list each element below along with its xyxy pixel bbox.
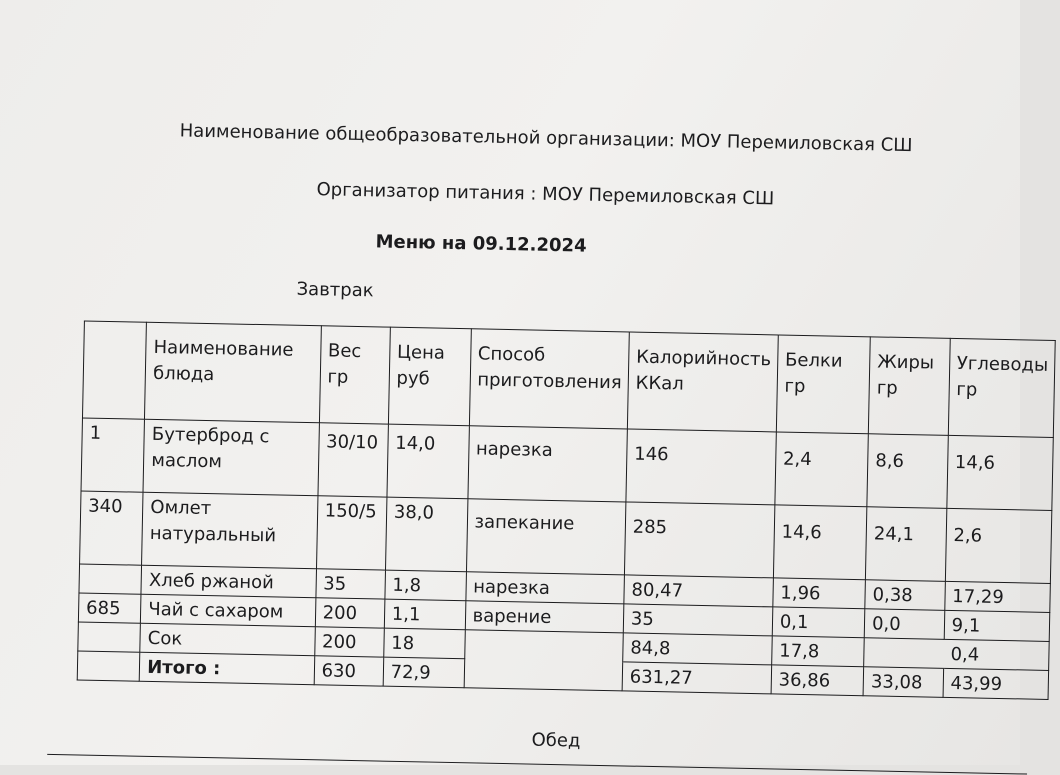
dish-protein: 17,8 <box>771 636 864 667</box>
dish-name: Омлет натуральный <box>142 492 318 568</box>
dish-protein: 14,6 <box>773 505 867 580</box>
dish-carbs: 14,6 <box>947 435 1054 510</box>
breakfast-table <box>77 321 1056 700</box>
dish-price: 1,8 <box>385 570 466 601</box>
total-method-cell <box>464 659 623 691</box>
column-header-dish: Наименование блюда <box>145 322 321 422</box>
recipe-number <box>78 622 141 652</box>
column-header-weight: Вес гр <box>319 326 390 424</box>
cooking-method <box>464 630 623 662</box>
column-header-method: Способ приготовления <box>469 329 629 429</box>
dish-carbs: 0,4 <box>943 639 1049 670</box>
dish-fat: 24,1 <box>865 507 946 582</box>
total-protein: 36,86 <box>771 665 864 696</box>
dish-calories: 80,47 <box>624 575 773 607</box>
dish-calories: 35 <box>623 604 772 636</box>
dish-protein: 0,1 <box>772 607 865 638</box>
recipe-number: 1 <box>81 418 145 492</box>
dish-carbs: 9,1 <box>944 610 1050 641</box>
total-number-cell <box>77 651 140 681</box>
recipe-number: 340 <box>80 491 144 565</box>
dish-price: 18 <box>383 628 464 659</box>
dish-fat <box>864 638 944 669</box>
dish-weight: 30/10 <box>318 423 389 497</box>
dish-weight: 200 <box>314 627 384 657</box>
column-header-calories: Калорийность ККал <box>627 332 778 432</box>
total-weight: 630 <box>314 656 384 686</box>
breakfast-title: Завтрак <box>296 278 374 302</box>
dish-price: 38,0 <box>385 497 467 572</box>
dish-weight: 35 <box>316 569 386 599</box>
dish-protein: 1,96 <box>773 578 866 609</box>
total-fat: 33,08 <box>863 667 943 698</box>
dish-calories: 84,8 <box>623 633 772 665</box>
dish-name: Бутерброд с маслом <box>143 419 319 495</box>
dish-fat: 0,0 <box>864 609 944 640</box>
column-header-fat: Жиры гр <box>868 337 950 436</box>
total-label: Итого : <box>139 652 314 684</box>
dish-carbs: 2,6 <box>945 508 1052 583</box>
lunch-table-top-border <box>47 754 1027 775</box>
dish-price: 14,0 <box>387 424 469 499</box>
dish-name: Чай с сахаром <box>141 594 316 626</box>
cooking-method: нарезка <box>465 572 624 604</box>
dish-price: 1,1 <box>384 599 465 630</box>
recipe-number <box>79 564 142 594</box>
organization-line: Наименование общеобразовательной организации: МОУ Перемиловская СШ <box>179 120 913 157</box>
column-header-price: Цена руб <box>388 327 471 426</box>
dish-name: Хлеб ржаной <box>141 565 316 597</box>
total-price: 72,9 <box>383 657 464 688</box>
dish-weight: 200 <box>315 598 385 628</box>
column-header-number <box>82 321 146 419</box>
total-carbs: 43,99 <box>943 668 1049 699</box>
dish-carbs: 17,29 <box>944 581 1050 612</box>
dish-protein: 2,4 <box>775 432 869 507</box>
dish-weight: 150/5 <box>316 496 387 570</box>
cooking-method: запекание <box>466 499 626 575</box>
lunch-title: Обед <box>531 729 581 752</box>
menu-document <box>60 118 1060 752</box>
dish-calories: 285 <box>624 502 774 578</box>
column-header-carbs: Углеводы гр <box>948 338 1055 437</box>
dish-fat: 0,38 <box>865 580 945 611</box>
dish-fat: 8,6 <box>867 434 948 509</box>
recipe-number: 685 <box>78 593 141 623</box>
total-calories: 631,27 <box>622 662 771 694</box>
dish-calories: 146 <box>626 429 776 505</box>
menu-title: Меню на 09.12.2024 <box>375 231 587 257</box>
column-header-protein: Белки гр <box>776 335 870 434</box>
cooking-method: варение <box>465 601 624 633</box>
cooking-method: нарезка <box>467 426 627 502</box>
dish-name: Сок <box>140 623 315 655</box>
organizer-line: Организатор питания : МОУ Перемиловская СШ <box>316 179 775 210</box>
